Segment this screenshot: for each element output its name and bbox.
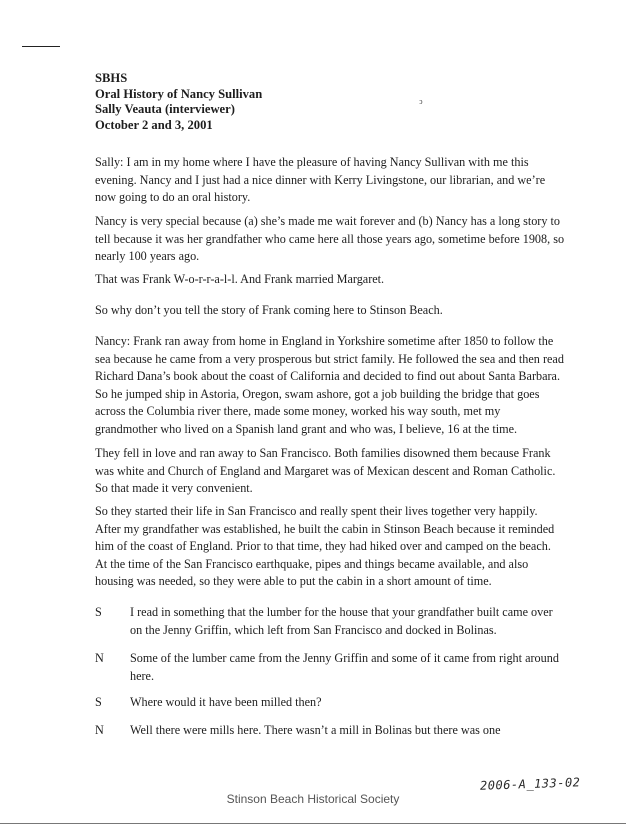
paragraph: So they started their life in San Francisco and really spent their lives together very happily. After my grandfather was established, he built the cabin in Stinson Beach because it reminded him of the coast of England. Prior to that time, they had hiked over and camped on the beach. At the time of the San Francisco earthquake, pipes and things became available, and also housing was needed, so they were able to put the cabin in a short amount of time. (95, 504, 555, 589)
dialogue-text: I read in something that the lumber for the house that your grandfather built came over on the Jenny Griffin, which left from San Francisco and docked in Bolinas. (130, 605, 553, 637)
page-margin-mark (22, 46, 60, 47)
dialogue-text: Where would it have been milled then? (130, 695, 322, 709)
speaker-label: S (95, 695, 102, 709)
header-org: SBHS (95, 71, 128, 85)
paragraph: So why don’t you tell the story of Frank coming here to Stinson Beach. (95, 303, 443, 317)
document-header (95, 71, 262, 133)
speaker-label: N (95, 651, 104, 665)
header-title: Oral History of Nancy Sullivan (95, 86, 263, 101)
stray-mark: ↄ (419, 97, 423, 106)
dialogue-exchange (95, 650, 565, 685)
paragraph: That was Frank W-o-r-r-a-l-l. And Frank married Margaret. (95, 272, 385, 286)
dialogue-text: Some of the lumber came from the Jenny Griffin and some of it came from right around here. (130, 651, 559, 683)
dialogue-exchange (95, 722, 565, 740)
bottom-rule (0, 823, 626, 824)
paragraph: They fell in love and ran away to San Francisco. Both families disowned them because Frank was white and Church of England and Margaret was of Mexican descent and Roman Catholic. So that made it very convenient. (95, 446, 556, 496)
footer-society-name: Stinson Beach Historical Society (226, 792, 400, 806)
speaker-label: N (95, 723, 104, 737)
paragraph: Nancy is very special because (a) she’s made me wait forever and (b) Nancy has a long story to tell because it was her grandfather who came here all those years ago, sometime before 1908, so nearly 100 years ago. (95, 214, 565, 264)
header-interviewer: Sally Veauta (interviewer) (95, 102, 235, 116)
paragraph: Sally: I am in my home where I have the pleasure of having Nancy Sullivan with me this evening. Nancy and I just had a nice dinner with Kerry Livingstone, our librarian, and we’re now going to do an oral history. (95, 155, 546, 205)
paragraph: Nancy: Frank ran away from home in England in Yorkshire sometime after 1850 to follow the sea because he came from a very prosperous but strict family. He followed the sea and then read Richard Dana’s book about the coast of California and decided to find out about Santa Barbara. So he jumped ship in Astoria, Oregon, swam ashore, got a job building the bridge that goes across the Columbia river there, made some money, worked his way south, met my grandmother who lived on a Spanish land grant and who was, I believe, 16 at the time. (95, 334, 564, 436)
speaker-label: S (95, 605, 102, 619)
header-dates: October 2 and 3, 2001 (95, 117, 213, 132)
dialogue-exchange (95, 604, 565, 639)
dialogue-exchange (95, 694, 565, 712)
accession-number: 2006-A_133-02 (479, 775, 581, 793)
dialogue-text: Well there were mills here. There wasn’t a mill in Bolinas but there was one (130, 723, 501, 737)
